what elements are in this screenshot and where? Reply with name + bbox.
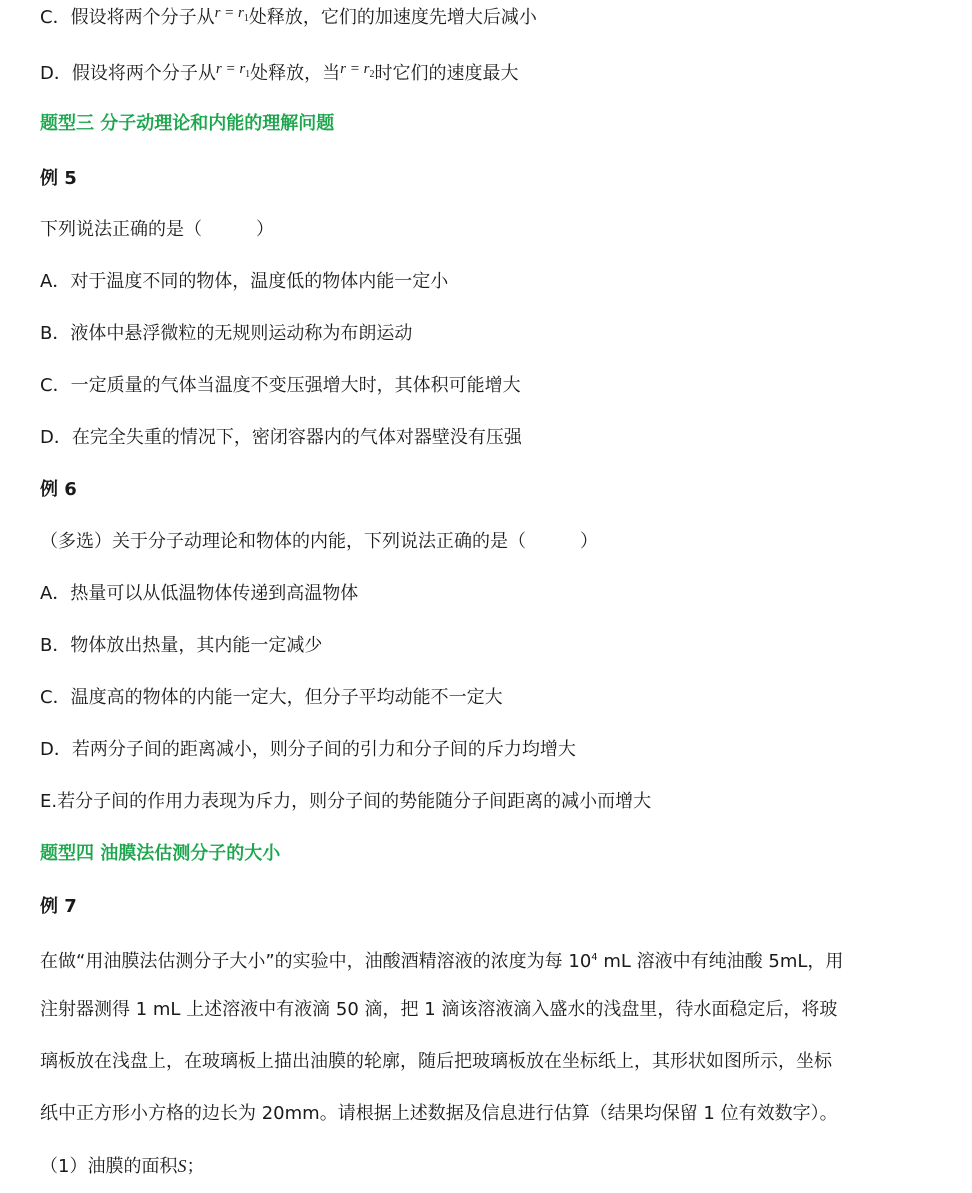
example-5-label: 例 5 bbox=[40, 168, 77, 189]
example-7-question-1: （1）油膜的面积S； bbox=[40, 1156, 205, 1177]
example-6-option-c: C．温度高的物体的内能一定大，但分子平均动能不一定大 bbox=[40, 687, 503, 708]
math-r-equals-r1: r = r1 bbox=[214, 5, 249, 24]
example-6-option-a: A．热量可以从低温物体传递到高温物体 bbox=[40, 583, 359, 604]
example-7-label: 例 7 bbox=[40, 896, 77, 917]
example-6-option-d: D．若两分子间的距离减小，则分子间的引力和分子间的斥力均增大 bbox=[40, 739, 576, 760]
example-7-text-line-3: 璃板放在浅盘上，在玻璃板上描出油膜的轮廓，随后把玻璃板放在坐标纸上，其形状如图所示，坐标 bbox=[40, 1051, 832, 1072]
example-7-text-line-1: 在做“用油膜法估测分子大小”的实验中，油酸酒精溶液的浓度为每 $10^4$ mL 溶液中有纯油酸 5mL，用 bbox=[40, 951, 844, 972]
example-6-option-e: E.若分子间的作用力表现为斥力，则分子间的势能随分子间距离的减小而增大 bbox=[40, 791, 652, 812]
option-d-prev: D．假设将两个分子从$^{r = r_1}$处释放，当$^{r = r_2}$时它们的速度最大 bbox=[40, 61, 519, 84]
example-5-option-c: C．一定质量的气体当温度不变压强增大时，其体积可能增大 bbox=[40, 375, 521, 396]
example-5-question: 下列说法正确的是（ ） bbox=[40, 219, 274, 240]
math-r-equals-r1: r = r1 bbox=[215, 61, 251, 80]
example-6-question: （多选）关于分子动理论和物体的内能，下列说法正确的是（ ） bbox=[40, 531, 598, 552]
example-5-option-b: B．液体中悬浮微粒的无规则运动称为布朗运动 bbox=[40, 323, 413, 344]
example-6-label: 例 6 bbox=[40, 479, 77, 500]
example-5-option-a: A．对于温度不同的物体，温度低的物体内能一定小 bbox=[40, 271, 449, 292]
section-heading-3: 题型三 分子动理论和内能的理解问题 bbox=[40, 113, 335, 134]
example-5-option-d: D．在完全失重的情况下，密闭容器内的气体对器壁没有压强 bbox=[40, 427, 522, 448]
section-heading-4: 题型四 油膜法估测分子的大小 bbox=[40, 843, 281, 864]
example-7-text-line-4: 纸中正方形小方格的边长为 20mm。请根据上述数据及信息进行估算（结果均保留 1 位有效数字）。 bbox=[40, 1103, 838, 1124]
option-c-prev: C．假设将两个分子从$^{r = r_1}$处释放，它们的加速度先增大后减小 bbox=[40, 5, 537, 28]
example-6-option-b: B．物体放出热量，其内能一定减少 bbox=[40, 635, 323, 656]
example-7-text-line-2: 注射器测得 1 mL 上述溶液中有液滴 50 滴，把 1 滴该溶液滴入盛水的浅盘里，待水面稳定后，将玻 bbox=[40, 999, 838, 1020]
math-r-equals-r2: r = r2 bbox=[340, 61, 375, 80]
